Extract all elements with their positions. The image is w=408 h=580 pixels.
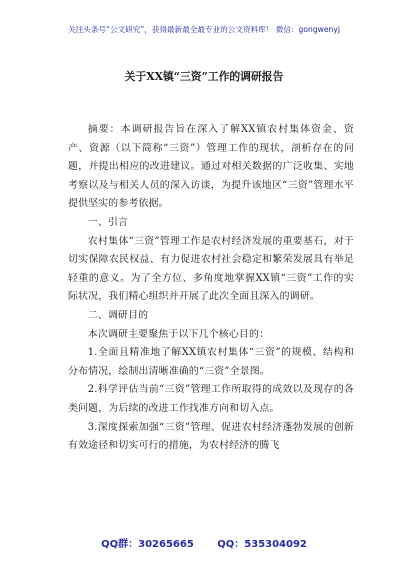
section-heading-introduction: 一、引言 <box>87 216 129 228</box>
purpose-item-3: 3.深度探索加强“三资”管理、促进农村经济蓬勃发展的创新有效途径和切实可行的措施，为农村经济的腾飞 <box>68 421 354 452</box>
purpose-item-1: 1.全面且精准地了解XX镇农村集体“三资”的规模、结构和分布情况，绘制出清晰准确的“三资”全景图。 <box>68 347 354 377</box>
section-heading-purpose: 二、调研目的 <box>87 309 149 321</box>
footer-contact <box>0 535 408 550</box>
footer-qq: QQ：535304092 <box>217 539 307 550</box>
purpose-intro-paragraph: 本次调研主要聚焦于以下几个核心目的： <box>87 328 270 340</box>
introduction-paragraph: 农村集体“三资”管理工作是农村经济发展的重要基石，对于切实保障农民权益、有力促进农村社会稳定和繁荣发展具有举足轻重的意义。为了全方位、多角度地掌握XX镇“三资”工作的实际状况，我们精心组织并开展了此次全面且深入的调研。 <box>68 235 354 303</box>
header-note: 关注头条号“公文研究”，获得最新最全最专业的公文资料库！ 微信：gongwenyj <box>68 25 340 34</box>
document-body <box>68 121 354 456</box>
document-title: 关于XX镇“三资”工作的调研报告 <box>124 70 284 83</box>
purpose-item-2: 2.科学评估当前“三资”管理工作所取得的成效以及现存的各类问题，为后续的改进工作找准方向和切入点。 <box>68 384 354 414</box>
footer-qq-group: QQ群：30265665 <box>101 539 194 550</box>
abstract-paragraph: 摘要：本调研报告旨在深入了解XX镇农村集体资金、资产、资源（以下简称“三资”）管理工作的现状，剖析存在的问题，并提出相应的改进建议。通过对相关数据的广泛收集、实地考察以及与相关人员的深入访谈，为提升该地区“三资”管理水平提供坚实的参考依据。 <box>68 124 354 210</box>
